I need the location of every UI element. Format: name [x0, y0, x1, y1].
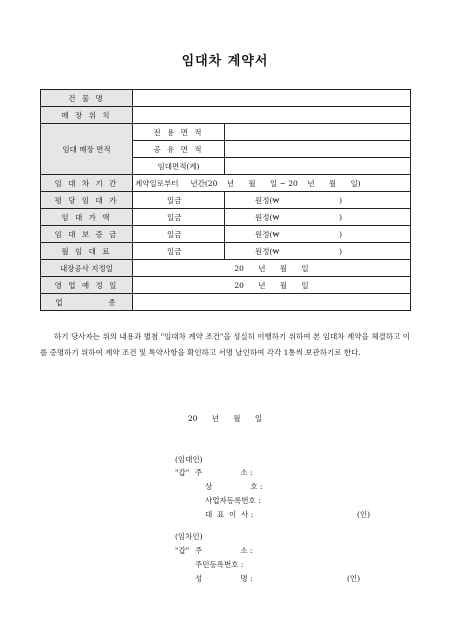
lessor-address-label: 주 소 :: [195, 468, 253, 477]
area-exclusive-label: 전 용 면 적: [133, 124, 225, 141]
monthly-rent-prefix: 일금: [133, 243, 225, 260]
lease-period-value[interactable]: 계약일로부터 년간(20 년 월 일 ~ 20 년 월 일): [133, 175, 411, 192]
table-row: [41, 192, 411, 209]
lessor-bizno-label: 사업자등록번호 :: [205, 496, 261, 505]
area-total-value[interactable]: [225, 158, 411, 175]
lessor-heading: (임대인): [175, 455, 203, 464]
table-row: [41, 90, 411, 107]
lessee-heading: (임차인): [175, 532, 203, 541]
agreement-paragraph: 하기 당사자는 위의 내용과 별첨 "임대차 계약 조건"을 성실히 이행하기 위하여 본 임대차 계약을 체결하고 이를 증명하기 위하여 계약 조건 및 특약사항을 확인하고 서명 날인하여 각각 1통씩 보관하기로 한다.: [40, 332, 410, 357]
interior-date-label: 내장공사 지정일: [41, 260, 133, 277]
rent-price-label: 임 대 가 액: [41, 209, 133, 226]
business-type-value[interactable]: [133, 294, 411, 311]
store-location-label: 매 장 위 치: [41, 107, 133, 124]
lessee-seal: (인): [347, 574, 361, 583]
table-row: [41, 243, 411, 260]
interior-date-value[interactable]: 20 년 월 일: [133, 260, 411, 277]
lessee-gap-label: "갑": [175, 546, 190, 555]
lessor-seal: (인): [357, 510, 371, 519]
lessor-gap-label: "갑": [175, 468, 190, 477]
store-location-value[interactable]: [133, 107, 411, 124]
area-total-label: 임대면적(계): [133, 158, 225, 175]
opening-date-label: 영 업 예 정 일: [41, 277, 133, 294]
table-row: [41, 175, 411, 192]
table-row: [41, 260, 411, 277]
area-common-label: 공 유 면 적: [133, 141, 225, 158]
deposit-suffix[interactable]: 원정(₩ ): [225, 226, 411, 243]
lease-period-label: 임 대 차 기 간: [41, 175, 133, 192]
table-row: [41, 277, 411, 294]
deposit-label: 임 대 보 증 금: [41, 226, 133, 243]
lessee-name-label: 성 명 :: [195, 574, 253, 583]
lease-area-label: 임대 매장 면적: [41, 124, 133, 175]
opening-date-value[interactable]: 20 년 월 일: [133, 277, 411, 294]
business-type-label: 업 종: [41, 294, 133, 311]
lessor-ceo-label: 대 표 이 사 :: [205, 510, 254, 519]
rent-price-prefix: 일금: [133, 209, 225, 226]
avg-rent-label: 평 당 임 대 가: [41, 192, 133, 209]
contract-date: 20 년 월 일: [187, 414, 263, 423]
monthly-rent-label: 월 임 대 료: [41, 243, 133, 260]
lease-info-table: [40, 89, 411, 311]
table-row: [41, 124, 411, 141]
rent-price-suffix[interactable]: 원정(₩ ): [225, 209, 411, 226]
table-row: [41, 226, 411, 243]
avg-rent-prefix: 일금: [133, 192, 225, 209]
area-common-value[interactable]: [225, 141, 411, 158]
lessee-address-label: 주 소 :: [195, 546, 253, 555]
building-name-value[interactable]: [133, 90, 411, 107]
table-row: [41, 107, 411, 124]
lessor-company-label: 상 호 :: [205, 482, 263, 491]
document-title: 임대차 계약서: [181, 54, 269, 69]
avg-rent-suffix[interactable]: 원정(₩ ): [225, 192, 411, 209]
table-row: [41, 294, 411, 311]
monthly-rent-suffix[interactable]: 원정(₩ ): [225, 243, 411, 260]
deposit-prefix: 일금: [133, 226, 225, 243]
table-row: [41, 209, 411, 226]
building-name-label: 건 물 명: [41, 90, 133, 107]
lessee-resident-label: 주민등록번호 :: [195, 560, 244, 569]
area-exclusive-value[interactable]: [225, 124, 411, 141]
